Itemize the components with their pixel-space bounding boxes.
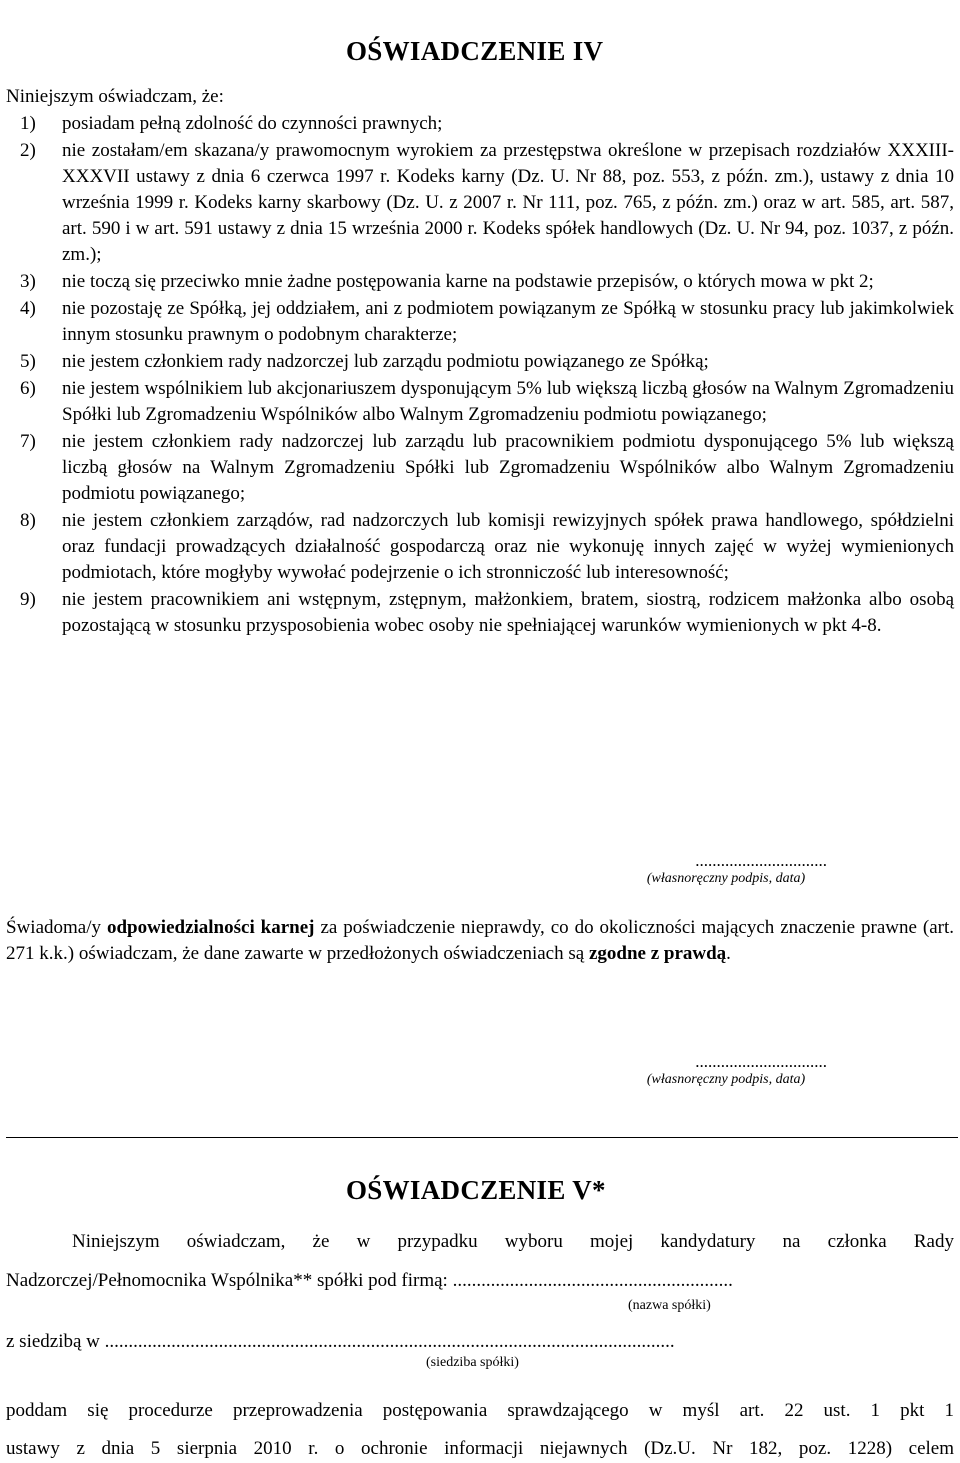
item-number: 9) <box>20 589 36 610</box>
company-name-field: Nadzorczej/Pełnomocnika Wspólnika** spółki pod firmą: ........................................................... <box>6 1270 733 1291</box>
list-item <box>6 111 954 137</box>
company-name-label: (nazwa spółki) <box>628 1298 711 1313</box>
list-item <box>6 269 954 295</box>
company-seat-field: z siedzibą w ........................................................................................................................ <box>6 1331 675 1352</box>
awareness-text: Świadoma/y <box>6 917 107 938</box>
signature-block-1 <box>561 852 891 888</box>
list-item <box>6 138 954 268</box>
item-number: 4) <box>20 298 36 319</box>
list-item <box>6 376 954 428</box>
item-number: 2) <box>20 140 36 161</box>
awareness-text: . <box>726 943 731 964</box>
section-divider <box>6 1137 958 1138</box>
item-text: nie pozostaję ze Spółką, jej oddziałem, ani z podmiotem powiązanym ze Spółką w stosunku pracy lub jakimkolwiek innym stosunku prawnym o podobnym charakterze; <box>62 298 954 345</box>
list-item <box>6 349 954 375</box>
item-text: nie jestem członkiem zarządów, rad nadzorczych lub komisji rewizyjnych spółek prawa handlowego, spółdzielni oraz fundacji prowadzących działalność gospodarczą oraz nie wykonuję innych zajęć w wyżej wymienionych podmiotach, które mogłyby wywołać podejrzenie o ich stronniczość lub interesowność; <box>62 510 954 583</box>
list-item <box>6 587 954 639</box>
list-item <box>6 296 954 348</box>
list-item <box>6 508 954 586</box>
item-text: nie jestem pracownikiem ani wstępnym, zstępnym, małżonkiem, bratem, siostrą, rodzicem małżonka albo osobą pozostającą w stosunku przysposobienia wobec osoby nie spełniającej warunków wymienionych w pkt 4-8. <box>62 589 954 636</box>
section-5-line: poddam się procedurze przeprowadzenia postępowania sprawdzającego w myśl art. 22 ust. 1 pkt 1 <box>6 1400 954 1421</box>
item-text: nie jestem wspólnikiem lub akcjonariuszem dysponującym 5% lub większą liczbą głosów na Walnym Zgromadzeniu Spółki lub Zgromadzeniu Wspólników albo Walnym Zgromadzeniu podmiotu powiązanego; <box>62 378 954 425</box>
item-text: nie zostałam/em skazana/y prawomocnym wyrokiem za przestępstwa określone w przepisach rozdziałów XXXIII-XXXVII ustawy z dnia 6 czerwca 1997 r. Kodeks karny (Dz. U. Nr 88, poz. 553, z późn. zm.), ustawy z dnia 10 września 1999 r. Kodeks karny skarbowy (Dz. U. z 2007 r. Nr 111, poz. 765, z późn. zm.) oraz w art. 585, art. 587, art. 590 i w art. 591 ustawy z dnia 15 września 2000 r. Kodeks spółek handlowych (Dz. U. Nr 94, poz. 1037, z późn. zm.); <box>62 140 954 265</box>
list-item <box>6 429 954 507</box>
awareness-text: za poświadczenie nieprawdy, co do okoliczności mających znaczenie prawne (art. 271 k.k.) oświadczam, że dane zawarte w przedłożonych oświadczeniach są <box>6 917 955 964</box>
item-text: posiadam pełną zdolność do czynności prawnych; <box>62 113 443 134</box>
item-number: 1) <box>20 113 36 134</box>
awareness-bold-liability: odpowiedzialności karnej <box>106 917 315 938</box>
signature-block-2 <box>561 1053 891 1089</box>
item-number: 5) <box>20 351 36 372</box>
item-number: 7) <box>20 431 36 452</box>
item-number: 6) <box>20 378 36 399</box>
company-seat-label: (siedziba spółki) <box>426 1355 519 1370</box>
statement-list <box>6 111 954 640</box>
section-5-line: Niniejszym oświadczam, że w przypadku wyboru mojej kandydatury na członka Rady <box>72 1231 954 1252</box>
section-5-line: ustawy z dnia 5 sierpnia 2010 r. o ochronie informacji niejawnych (Dz.U. Nr 182, poz. 1228) celem <box>6 1438 954 1459</box>
item-text: nie jestem członkiem rady nadzorczej lub zarządu podmiotu powiązanego ze Spółką; <box>62 351 709 372</box>
awareness-bold-truth: zgodne z prawdą <box>588 943 727 964</box>
item-number: 8) <box>20 510 36 531</box>
awareness-statement <box>6 915 954 967</box>
signature-line: ............................... <box>695 851 827 870</box>
item-text: nie toczą się przeciwko mnie żadne postępowania karne na podstawie przepisów, o których mowa w pkt 2; <box>62 271 874 292</box>
signature-line: ............................... <box>695 1052 827 1071</box>
signature-label: (własnoręczny podpis, data) <box>646 871 806 886</box>
section-4-title: OŚWIADCZENIE IV <box>346 36 604 66</box>
section-4-intro: Niniejszym oświadczam, że: <box>6 86 224 107</box>
signature-label: (własnoręczny podpis, data) <box>646 1072 806 1087</box>
section-5-title: OŚWIADCZENIE V* <box>346 1175 606 1205</box>
item-number: 3) <box>20 271 36 292</box>
item-text: nie jestem członkiem rady nadzorczej lub zarządu lub pracownikiem podmiotu dysponującego 5% lub większą liczbą głosów na Walnym Zgromadzeniu Spółki lub Zgromadzeniu Wspólników albo Walnym Zgromadzeniu podmiotu powiązanego; <box>62 431 954 504</box>
